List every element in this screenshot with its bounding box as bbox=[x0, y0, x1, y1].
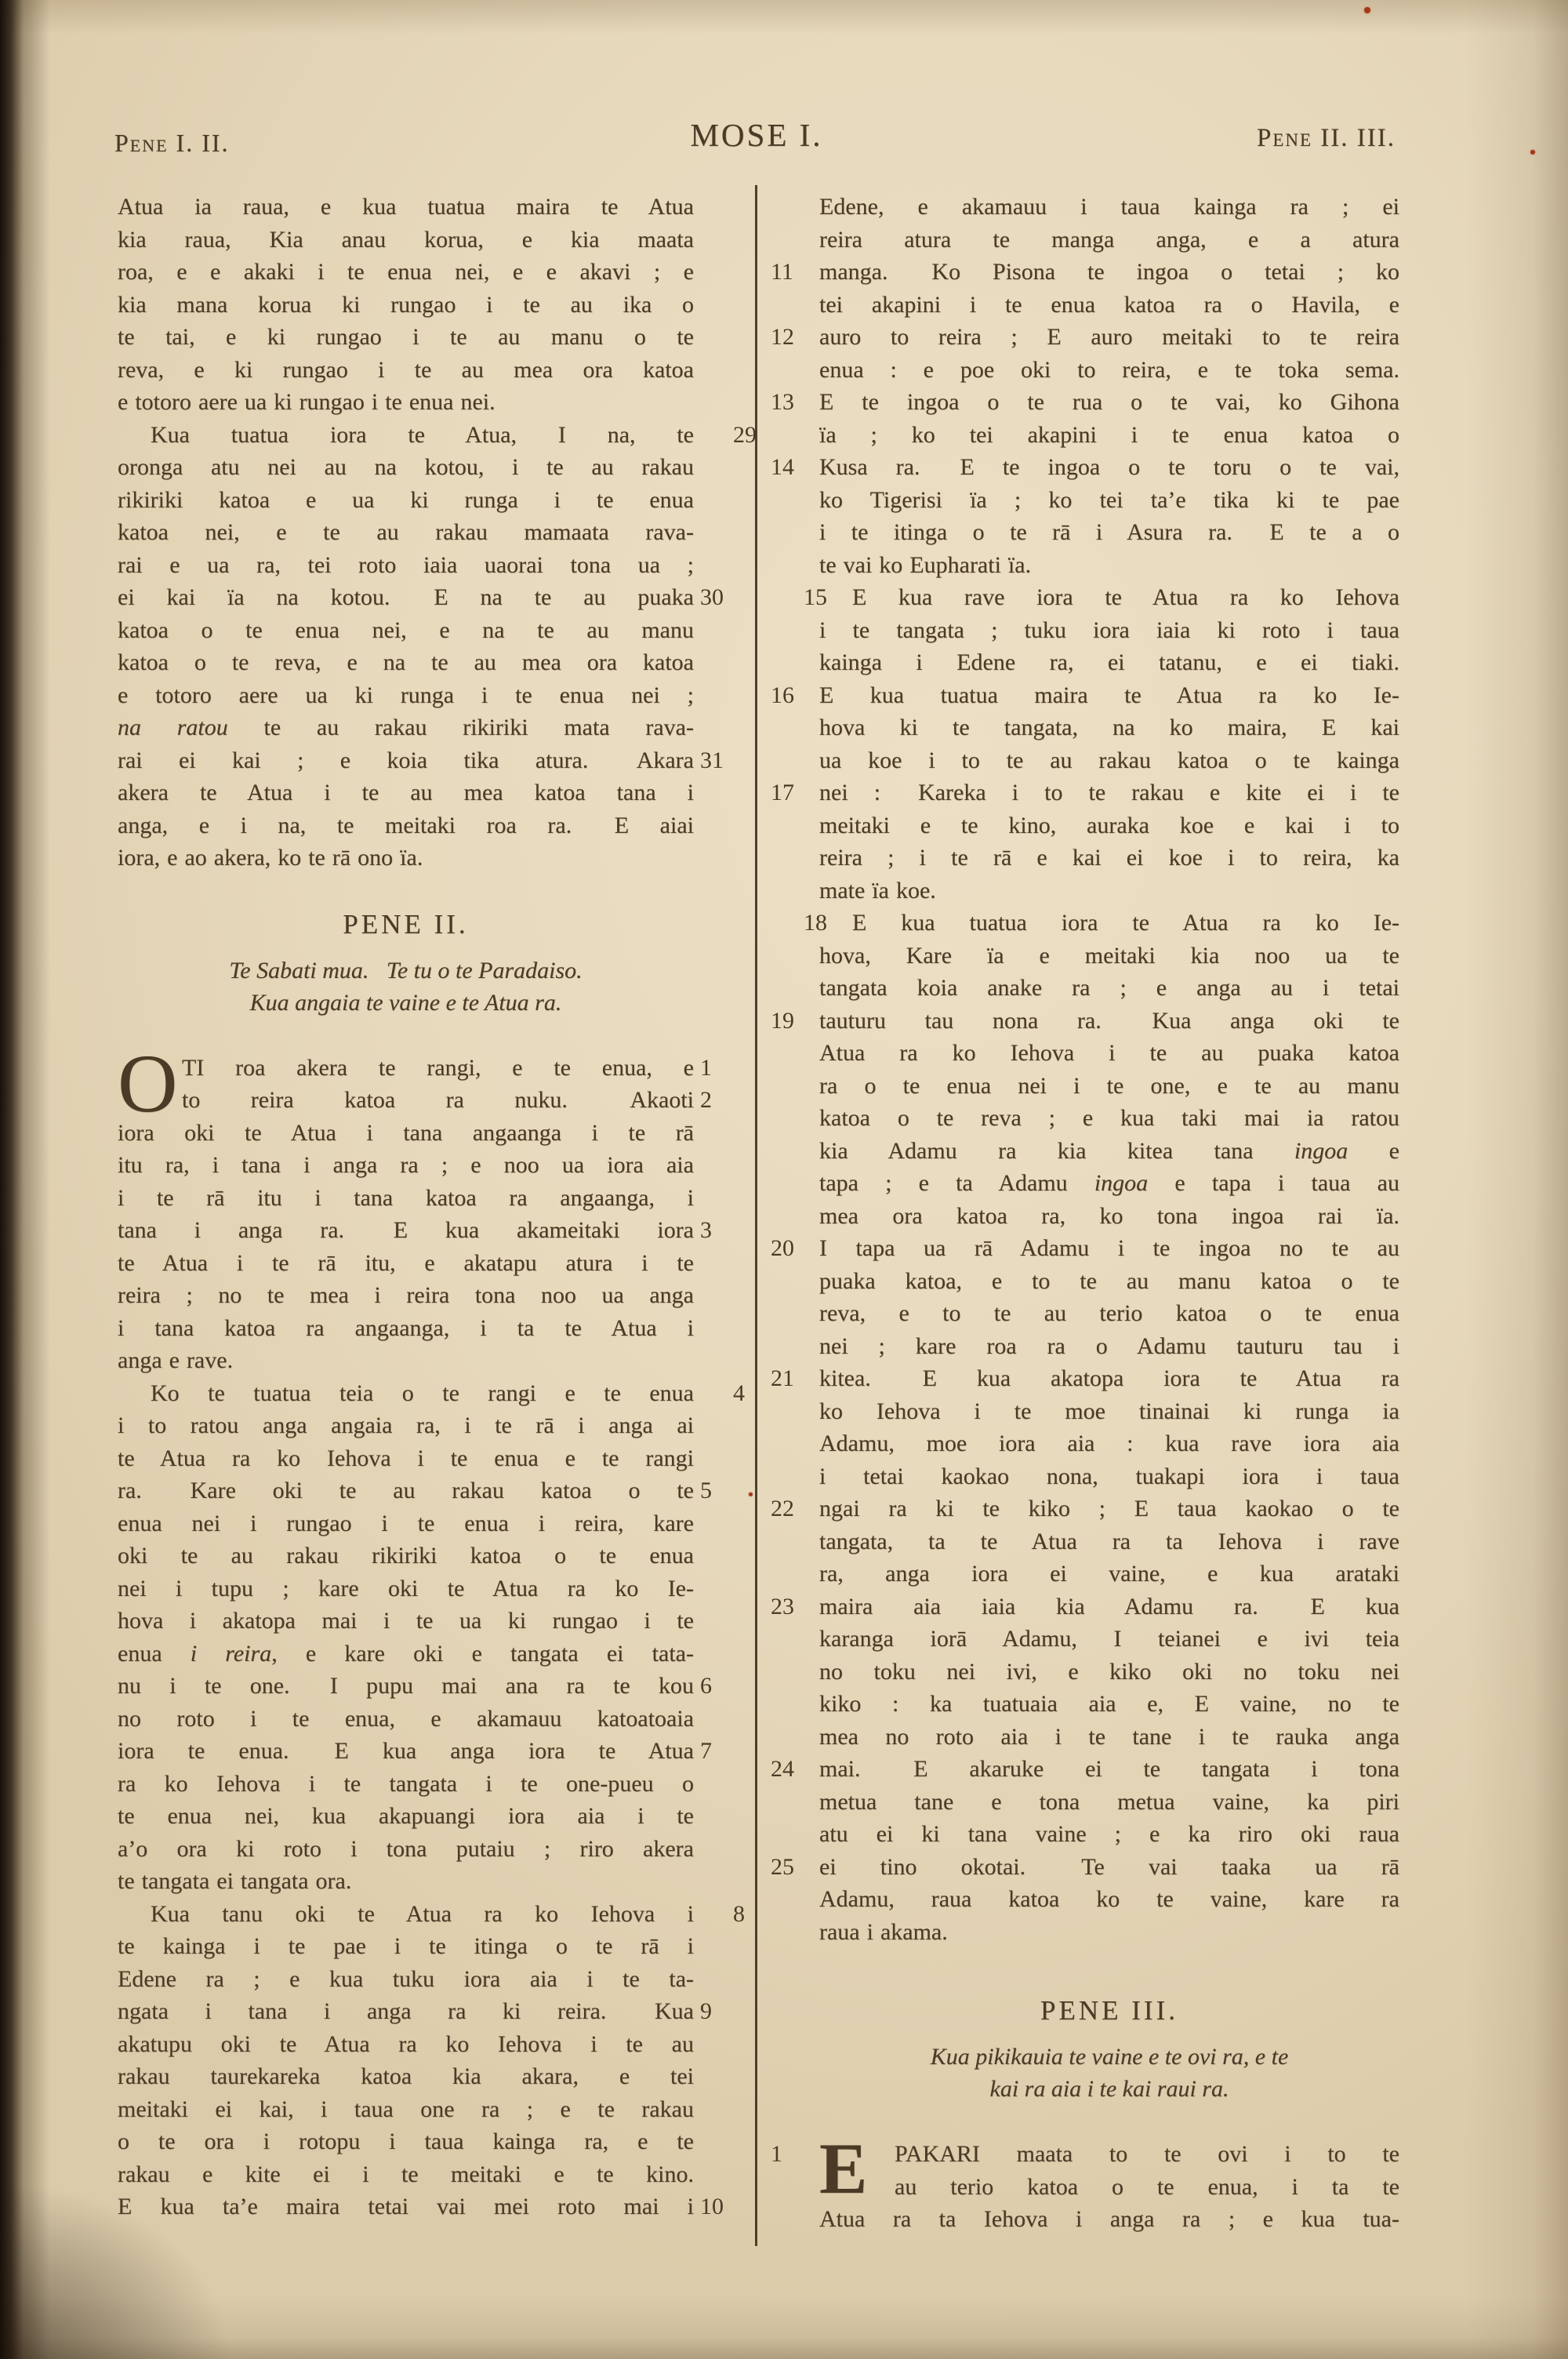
text-line: hova, Kare ïa e meitaki kia noo ua te bbox=[819, 942, 1399, 969]
text-line: oronga atu nei au na kotou, i te au rakau bbox=[118, 454, 694, 480]
verse-number: 9 bbox=[700, 1998, 712, 2024]
text-line: enua i reira, e kare oki e tangata ei tata- bbox=[118, 1640, 694, 1667]
text-line: na ratou te au rakau rikiriki mata rava- bbox=[118, 714, 694, 740]
text-line: ei tino okotai. Te vai taaka ua rā 25 bbox=[819, 1851, 1399, 1884]
text-line: I tapa ua rā Adamu i te ingoa no te au 20 bbox=[819, 1232, 1399, 1265]
text-line: rikiriki katoa e ua ki runga i te enua bbox=[118, 486, 694, 513]
verse-number: 16 bbox=[771, 682, 794, 708]
text-line: e totoro aere ua ki runga i te enua nei ; bbox=[118, 682, 694, 708]
text-line: auro to reira ; E auro meitaki to te reira 12 bbox=[819, 321, 1399, 354]
text-line: te Atua ra ko Iehova i te enua e te rangi bbox=[118, 1445, 694, 1471]
text-column-right bbox=[771, 191, 1399, 2236]
text-line: akatupu oki te Atua ra ko Iehova i te au bbox=[118, 2030, 694, 2057]
text-line: katoa nei, e te au rakau mamaata rava- bbox=[118, 519, 694, 545]
text-line: E kua tuatua maira te Atua ra ko Ie- 16 bbox=[819, 679, 1399, 712]
text-line: iora te enua. E kua anga iora te Atua 7 bbox=[118, 1735, 694, 1768]
text-line: tauturu tau nona ra. Kua anga oki te 19 bbox=[819, 1005, 1399, 1038]
text-line: anga, e i na, te meitaki roa ra. E aiai bbox=[118, 812, 694, 838]
chapter-summary bbox=[118, 954, 694, 1019]
text-line: te vai ko Eupharati ïa. bbox=[819, 551, 1032, 578]
chapter-heading: PENE III. bbox=[1040, 1995, 1178, 2026]
verse-number: 5 bbox=[700, 1478, 712, 1503]
text-line: reva, e to te au terio katoa o te enua bbox=[819, 1300, 1399, 1326]
chapter-summary-line: Kua angaia te vaine e te Atua ra. bbox=[249, 989, 562, 1016]
text-line: Adamu, raua katoa ko te vaine, kare ra bbox=[819, 1886, 1399, 1912]
text-line: roa, e e akaki i te enua nei, e e akavi ; e bbox=[118, 259, 694, 285]
text-line: Adamu, moe iora aia : kua rave iora aia bbox=[819, 1430, 1399, 1456]
text-line: kitea. E kua akatopa iora te Atua ra 21 bbox=[819, 1362, 1399, 1395]
text-line: kia Adamu ra kia kitea tana ingoa e bbox=[819, 1137, 1399, 1164]
text-line: enua nei i rungao i te enua i reira, kare bbox=[118, 1510, 694, 1536]
text-line: no roto i te enua, e akamauu katoatoaia bbox=[118, 1705, 694, 1732]
chapter-summary-line: Te Sabati mua. Te tu o te Paradaiso. bbox=[229, 957, 583, 983]
text-line: maira aia iaia kia Adamu ra. E kua 23 bbox=[819, 1590, 1399, 1623]
text-line: rakau e kite ei i te meitaki e te kino. bbox=[118, 2161, 694, 2187]
ink-speck bbox=[749, 1492, 753, 1496]
text-line: mai. E akaruke ei te tangata i tona 24 bbox=[819, 1753, 1399, 1786]
text-line: kia raua, Kia anau korua, e kia maata bbox=[118, 226, 694, 253]
text-line: hova i akatopa mai i te ua ki rungao i te bbox=[118, 1608, 694, 1634]
text-line: TI roa akera te rangi, e te enua, e 1 bbox=[118, 1052, 694, 1085]
text-line: mea no roto aia i te tane i te rauka anga bbox=[819, 1723, 1399, 1750]
text-line: ra. Kare oki te au rakau katoa o te 5 bbox=[118, 1474, 694, 1507]
chapter-heading: PENE II. bbox=[343, 908, 469, 940]
text-line: nu i te one. I pupu mai ana ra te kou 6 bbox=[118, 1670, 694, 1703]
text-line: te enua nei, kua akapuangi iora aia i te bbox=[118, 1803, 694, 1829]
text-line: PAKARI maata to te ovi i to te 1 bbox=[819, 2138, 1399, 2171]
text-line: ngata i tana i anga ra ki reira. Kua 9 bbox=[118, 1995, 694, 2028]
text-line: i te tangata ; tuku iora iaia ki roto i taua bbox=[819, 616, 1399, 643]
text-line: E te ingoa o te rua o te vai, ko Gihona 13 bbox=[819, 386, 1399, 419]
verse-number: 29 bbox=[733, 421, 757, 448]
text-line: i tana katoa ra angaanga, i ta te Atua i bbox=[118, 1314, 694, 1341]
verse-number: 13 bbox=[771, 389, 794, 415]
running-head-title: MOSE I. bbox=[690, 117, 823, 153]
text-line: katoa o te enua nei, e na te au manu bbox=[118, 616, 694, 643]
verse-number: 21 bbox=[771, 1365, 794, 1391]
verse-number: 11 bbox=[771, 259, 793, 285]
text-line: reva, e ki rungao i te au mea ora katoa bbox=[118, 356, 694, 383]
verse-number: 17 bbox=[771, 780, 794, 805]
text-line: nei ; kare roa ra o Adamu tauturu tau i bbox=[819, 1332, 1399, 1359]
verse-number: 19 bbox=[771, 1007, 794, 1034]
verse-number: 1 bbox=[771, 2141, 782, 2167]
verse-number: 4 bbox=[733, 1379, 745, 1406]
text-line: katoa o te reva ; e kua taki mai ia ratou bbox=[819, 1105, 1399, 1131]
text-line: te tai, e ki rungao i te au manu o te bbox=[118, 324, 694, 350]
text-line: Atua ra ta Iehova i anga ra ; e kua tua- bbox=[819, 2206, 1399, 2232]
text-line: tangata koia anake ra ; e anga au i tetai bbox=[819, 975, 1399, 1001]
paragraph-block bbox=[118, 1037, 745, 2223]
text-line: ra o te enua nei i te one, e te au manu bbox=[819, 1072, 1399, 1099]
verse-number: 25 bbox=[771, 1853, 794, 1880]
chapter-block bbox=[118, 906, 694, 1019]
text-line: nei i tupu ; kare oki te Atua ra ko Ie- bbox=[118, 1575, 694, 1601]
text-line: meitaki ei kai, i taua one ra ; e te rakau bbox=[118, 2095, 694, 2122]
text-line: o te ora i rotopu i taua kainga ra, e te bbox=[118, 2128, 694, 2154]
text-line: ko Iehova i te moe tinainai ki runga ia bbox=[819, 1398, 1399, 1424]
text-line: ei kai ïa na kotou. E na te au puaka 30 bbox=[118, 581, 694, 614]
ink-speck bbox=[1364, 7, 1370, 13]
text-line: ïa ; ko tei akapini i te enua katoa o bbox=[819, 421, 1399, 448]
paragraph-block bbox=[771, 191, 1399, 1948]
chapter-block bbox=[819, 1992, 1399, 2105]
text-line: reira atura te manga anga, e a atura bbox=[819, 226, 1399, 253]
text-line: ra ko Iehova i te tangata i te one-pueu o bbox=[118, 1770, 694, 1797]
text-line: tapa ; e ta Adamu ingoa e tapa i taua au bbox=[819, 1170, 1399, 1196]
text-line: puaka katoa, e to te au manu katoa o te bbox=[819, 1267, 1399, 1294]
text-line: Atua ia raua, e kua tuatua maira te Atua bbox=[118, 194, 694, 220]
text-line: enua : e poe oki to reira, e te toka sema. bbox=[819, 356, 1399, 383]
text-line: au terio katoa o te enua, i ta te bbox=[895, 2173, 1399, 2200]
verse-number: 12 bbox=[771, 324, 794, 350]
running-head-left: Pene I. II. bbox=[114, 129, 230, 157]
text-line: ko Tigerisi ïa ; ko tei ta’e tika ki te pae bbox=[819, 486, 1399, 513]
text-line: iora oki te Atua i tana angaanga i te rā bbox=[118, 1119, 694, 1146]
text-line: kiko : ka tuatuaia aia e, E vaine, no te bbox=[819, 1691, 1399, 1717]
paragraph-block bbox=[118, 191, 757, 874]
text-line: reira ; no te mea i reira tona noo ua anga bbox=[118, 1282, 694, 1308]
text-line: akera te Atua i te au mea katoa tana i bbox=[118, 780, 694, 805]
text-column-left bbox=[118, 191, 757, 2223]
chapter-summary-line: Kua pikikauia te vaine e te ovi ra, e te bbox=[930, 2044, 1289, 2070]
text-line: rai ei kai ; e koia tika atura. Akara 31 bbox=[118, 744, 694, 777]
verse-number: 10 bbox=[700, 2194, 724, 2219]
text-line: Kusa ra. E te ingoa o te toru o te vai, 14 bbox=[819, 451, 1399, 484]
text-line: iora, e ao akera, ko te rā ono ïa. bbox=[118, 845, 423, 871]
chapter-summary bbox=[819, 2041, 1399, 2105]
verse-number: 18 bbox=[804, 910, 827, 936]
text-line: ngai ra ki te kiko ; E taua kaokao o te 22 bbox=[819, 1492, 1399, 1525]
text-line: manga. Ko Pisona te ingoa o tetai ; ko 11 bbox=[819, 256, 1399, 289]
text-line: katoa o te reva, e na te au mea ora katoa bbox=[118, 649, 694, 675]
text-line: reira ; i te rā e kai ei koe i to reira, ka bbox=[819, 845, 1399, 871]
text-line: i te itinga o te rā i Asura ra. E te a o bbox=[819, 519, 1399, 545]
verse-number: 30 bbox=[700, 584, 724, 610]
verse-number: 22 bbox=[771, 1496, 794, 1521]
text-line: i te rā itu i tana katoa ra angaanga, i bbox=[118, 1184, 694, 1211]
text-line: anga e rave. bbox=[118, 1347, 234, 1373]
verse-number: 24 bbox=[771, 1756, 794, 1782]
text-line: te tangata ei tangata ora. bbox=[118, 1868, 352, 1894]
column-rule bbox=[755, 185, 757, 2246]
drop-cap: E bbox=[819, 2128, 868, 2208]
verse-number: 8 bbox=[733, 1900, 745, 1927]
text-line: E kua ta’e maira tetai vai mei roto mai i 10 bbox=[118, 2190, 694, 2223]
verse-number: 31 bbox=[700, 747, 724, 773]
text-line: Kua tanu oki te Atua ra ko Iehova i 8 bbox=[118, 1898, 694, 1931]
verse-number: 23 bbox=[771, 1593, 794, 1619]
text-line: mea ora katoa ra, ko tona ingoa rai ïa. bbox=[819, 1202, 1399, 1229]
text-line: atu ei ki tana vaine ; e ka riro oki raua bbox=[819, 1821, 1399, 1847]
text-line: karanga iorā Adamu, I teianei e ivi teia bbox=[819, 1626, 1399, 1652]
verse-number: 2 bbox=[700, 1087, 712, 1113]
verse-number: 6 bbox=[700, 1673, 712, 1699]
text-line: E kua tuatua iora te Atua ra ko Ie- 18 bbox=[819, 907, 1399, 940]
verse-number: 1 bbox=[700, 1054, 712, 1081]
paragraph-block bbox=[771, 2128, 1399, 2236]
text-line: itu ra, i tana i anga ra ; e noo ua iora aia bbox=[118, 1152, 694, 1178]
text-line: no toku nei ivi, e kiko oki no toku nei bbox=[819, 1658, 1399, 1685]
running-head-right: Pene II. III. bbox=[1256, 124, 1396, 152]
chapter-summary-line: kai ra aia i te kai raui ra. bbox=[989, 2076, 1229, 2102]
text-line: i tetai kaokao nona, tuakapi iora i taua bbox=[819, 1463, 1399, 1489]
verse-number: 14 bbox=[771, 454, 794, 480]
text-line: Ko te tuatua teia o te rangi e te enua 4 bbox=[118, 1377, 694, 1410]
text-line: hova ki te tangata, na ko maira, E kai bbox=[819, 714, 1399, 740]
text-line: kia mana korua ki rungao i te au ika o bbox=[118, 291, 694, 318]
text-line: te Atua i te rā itu, e akatapu atura i te bbox=[118, 1249, 694, 1276]
text-line: kainga i Edene ra, ei tatanu, e ei tiaki. bbox=[819, 649, 1399, 675]
text-line: metua tane e tona metua vaine, ka piri bbox=[819, 1788, 1399, 1815]
drop-cap: O bbox=[118, 1037, 178, 1129]
text-line: ua koe i to te au rakau katoa o te kainga bbox=[819, 747, 1399, 773]
text-line: tei akapini i te enua katoa ra o Havila, e bbox=[819, 291, 1399, 318]
text-line: a’o ora ki roto i tona putaiu ; riro akera bbox=[118, 1835, 694, 1862]
text-line: oki te au rakau rikiriki katoa o te enua bbox=[118, 1543, 694, 1568]
verse-number: 7 bbox=[700, 1738, 712, 1764]
text-line: nei : Kareka i to te rakau e kite ei i te 17 bbox=[819, 776, 1399, 809]
text-line: E kua rave iora te Atua ra ko Iehova 15 bbox=[819, 581, 1399, 614]
text-line: raua i akama. bbox=[819, 1918, 948, 1945]
text-line: meitaki e te kino, auraka koe e kai i to bbox=[819, 812, 1399, 838]
text-line: tana i anga ra. E kua akameitaki iora 3 bbox=[118, 1214, 694, 1247]
text-line: rai e ua ra, tei roto iaia uaorai tona ua ; bbox=[118, 551, 694, 578]
verse-number: 20 bbox=[771, 1235, 794, 1261]
text-line: Edene ra ; e kua tuku iora aia i te ta- bbox=[118, 1965, 694, 1992]
ink-speck bbox=[1530, 150, 1535, 154]
text-line: ra, anga iora ei vaine, e kua arataki bbox=[819, 1561, 1399, 1587]
text-line: mate ïa koe. bbox=[819, 877, 936, 903]
text-line: i to ratou anga angaia ra, i te rā i anga ai bbox=[118, 1412, 694, 1438]
verse-number: 3 bbox=[700, 1217, 712, 1243]
text-line: e totoro aere ua ki rungao i te enua nei. bbox=[118, 389, 495, 415]
text-line: Atua ra ko Iehova i te au puaka katoa bbox=[819, 1040, 1399, 1066]
text-line: rakau taurekareka katoa kia akara, e tei bbox=[118, 2063, 694, 2089]
text-line: to reira katoa ra nuku. Akaoti 2 bbox=[118, 1084, 694, 1117]
text-line: te kainga i te pae i te itinga o te rā i bbox=[118, 1933, 694, 1959]
verse-number: 15 bbox=[804, 584, 827, 610]
text-line: Edene, e akamauu i taua kainga ra ; ei bbox=[819, 194, 1399, 220]
text-line: tangata, ta te Atua ra ta Iehova i rave bbox=[819, 1528, 1399, 1554]
text-line: Kua tuatua iora te Atua, I na, te 29 bbox=[118, 419, 694, 452]
